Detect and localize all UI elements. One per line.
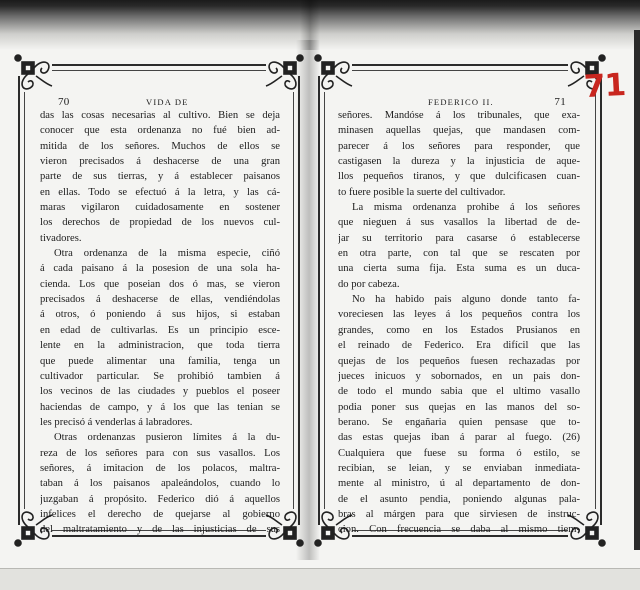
text-line: parecer á los señores para responder, que [338, 140, 580, 152]
text-line: llos pequeños tiranos, y que dulcificasen cuan- [338, 171, 580, 183]
text-line: recibian, se leian, y se enviaban inmediata- [338, 462, 580, 474]
text-line: tivadores. [40, 232, 82, 244]
scanner-bottom-edge [0, 568, 640, 590]
text-line: Cualquiera que fuese su forma ó estilo, se [338, 447, 580, 459]
page-number: 71 [554, 96, 566, 108]
handwritten-page-stamp: 71 [583, 66, 627, 106]
text-line: berano. Se engañaria quien pensase que to- [338, 416, 580, 428]
text-line: los vecinos de las ciudades y pueblos el poseer [40, 386, 280, 398]
text-line: una cierta suma fija. Esta suma es un duca- [338, 263, 580, 275]
text-line: del maltratamiento y de las injusticias de sus [40, 524, 280, 536]
scanner-top-shadow [0, 0, 640, 50]
text-line: en ellas. Todo se efectuó á la letra, y las cá- [40, 186, 280, 198]
text-line: das estas quejas iban á parar al fuego. (26) [338, 432, 580, 444]
text-line: taban á los paisanos apaleándolos, cuando lo [40, 478, 280, 490]
running-head: FEDERICO II. [428, 97, 494, 107]
ornament-corner-icon [12, 52, 56, 96]
text-line: el reinado de Federico. Era difícil que las [338, 340, 580, 352]
text-line: maras vigilaron cuidadosamente en sostener [40, 202, 280, 214]
text-line: cultivador particular. Se prohibió tambien á [40, 370, 280, 382]
text-line: Otras ordenanzas pusieron límites á la du- [54, 432, 280, 444]
text-line: grandes, como en los Estados Prusianos en [338, 324, 580, 336]
text-line: juzgaban á propósito. Federico dió á aquellos [40, 493, 280, 505]
text-line: jueces inicuos y sobornados, en un pais don- [338, 370, 580, 382]
text-line: infelices el derecho de quejarse al gobierno [40, 508, 280, 520]
left-page [18, 58, 300, 543]
text-line: parte de sus tierras, y á establecer paisanos [40, 171, 280, 183]
text-line: que nieguen á sus vasallos la libertad de de- [338, 217, 580, 229]
text-line: conocer que esta ordenanza no fué bien ad- [40, 125, 280, 137]
text-line: das las cosas necesarias al cultivo. Bien se deja [40, 110, 280, 121]
text-line: quejas de los pequeños fuesen rechazadas por [338, 355, 580, 367]
text-line: La misma ordenanza prohibe á los señores [352, 202, 580, 214]
text-line: les precisó á venderlas á labradores. [40, 416, 193, 428]
text-line: castigasen la dureza y la injusticia de aque- [338, 156, 580, 168]
page-number: 70 [58, 96, 70, 108]
page-header [58, 96, 276, 108]
text-line: mente al ministro, ú al departamento de don- [338, 478, 580, 490]
text-line: lente en la administracion, que toda tierra [40, 340, 280, 352]
text-line: los derechos de propiedad de los nuevos cul- [40, 217, 280, 229]
text-line: mitida de los señores. Muchos de ellos se [40, 140, 280, 152]
body-text [40, 108, 280, 538]
text-line: que puede alimentar una familia, tenga un [40, 355, 280, 367]
text-line: cienda. Los que poseian dos ó mas, se vieron [40, 278, 280, 290]
text-line: No ha habido pais alguno donde tanto fa- [352, 294, 580, 306]
text-line: precisados á deshacerse de ellas, vendiéndolas [40, 294, 280, 306]
text-line: minasen aquellas quejas, que mandasen com- [338, 125, 580, 137]
text-line: reza de los señores para con sus vasallos. Los [40, 447, 280, 459]
text-line: de todo el mundo sabia que el ultimo vasallo [338, 386, 580, 398]
text-line: cion. Con frecuencia se daba al mismo tiem- [338, 524, 580, 536]
right-page [318, 58, 602, 543]
text-line: á cada paisano á la posesion de una sola ha- [40, 263, 280, 275]
text-line: bras al márgen para que sirviesen de instruc- [338, 508, 580, 520]
ornament-corner-icon [262, 52, 306, 96]
text-line: señores. Mandóse á los tribunales, que exa- [338, 110, 580, 121]
page-header [348, 96, 566, 108]
running-head: VIDA DE [146, 97, 189, 107]
text-line: en edad de cultivarlas. Es un principio esce- [40, 324, 280, 336]
text-line: á otros, ó poniendo á sus hijos, si estaban [40, 309, 280, 321]
text-line: podia poner sus quejas en las manos del so- [338, 401, 580, 413]
ornament-corner-icon [312, 52, 356, 96]
text-line: Otra ordenanza de la misma especie, ciñó [54, 248, 280, 260]
text-line: haciendas de campo, y á los que las tenian se [40, 401, 280, 413]
text-line: en otra parte, con tal que se rescaten por [338, 248, 580, 260]
text-line: jar su territorio para casarse ó establecerse [338, 232, 580, 244]
text-line: señores, á imitacion de los polacos, maltra- [40, 462, 280, 474]
body-text [338, 108, 580, 538]
text-line: do por cabeza. [338, 278, 400, 290]
text-line: vieron precisados á deshacerse de una gran [40, 156, 280, 168]
scanner-right-edge [634, 30, 640, 550]
text-line: voreciesen las leyes á los pequeños contra los [338, 309, 580, 321]
text-line: de el asunto pendia, poniendo algunas pala- [338, 493, 580, 505]
text-line: to fuere posible la suerte del cultivador. [338, 186, 506, 198]
